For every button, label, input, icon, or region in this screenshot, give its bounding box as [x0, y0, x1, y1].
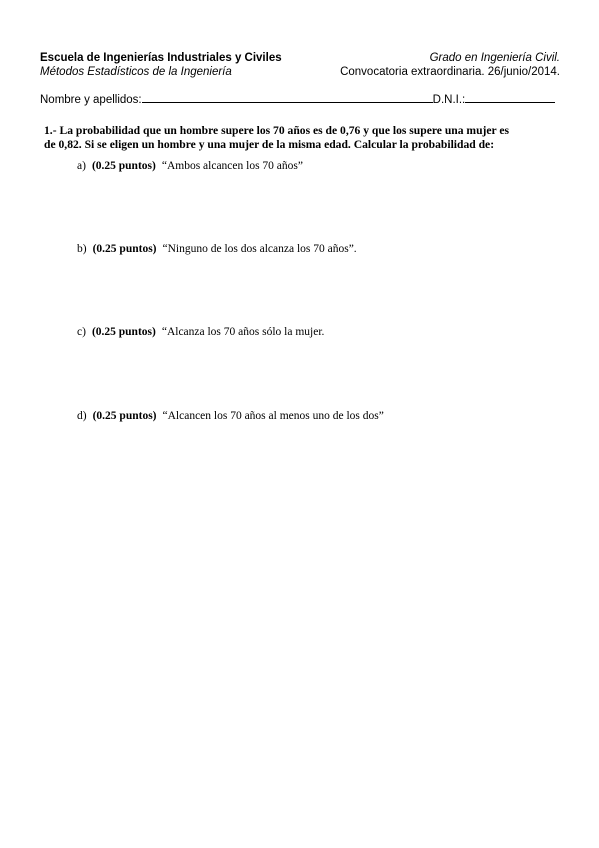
student-info-line — [40, 92, 564, 107]
dni-label: D.N.I.: — [432, 94, 466, 106]
question-text-line-2 — [44, 138, 544, 152]
item-b — [77, 242, 357, 256]
school-name: Escuela de Ingenierías Industriales y Civiles — [40, 52, 282, 64]
exam-session: Convocatoria extraordinaria. 26/junio/2014. — [340, 66, 560, 78]
item-letter: c) — [77, 326, 86, 338]
item-letter: d) — [77, 410, 87, 422]
subject-name: Métodos Estadísticos de la Ingeniería — [40, 66, 232, 78]
item-d — [77, 409, 384, 423]
question-1 — [44, 124, 544, 152]
question-number: 1.- — [44, 124, 57, 137]
item-points: (0.25 puntos) — [91, 326, 156, 338]
item-text: “Ambos alcancen los 70 años” — [161, 160, 303, 172]
dni-blank[interactable] — [465, 92, 555, 103]
item-letter: b) — [77, 243, 87, 255]
question-line-2: de 0,82. Si se eligen un hombre y una mujer de la misma edad. Calcular la probabilidad de: — [44, 138, 495, 151]
question-line-1: La probabilidad que un hombre supere los 70 años es de 0,76 y que los supere una mujer es — [59, 124, 510, 137]
item-points: (0.25 puntos) — [92, 410, 157, 422]
item-text: “Alcancen los 70 años al menos uno de los dos” — [162, 410, 384, 422]
name-blank[interactable] — [142, 92, 433, 103]
degree-name: Grado en Ingeniería Civil. — [429, 52, 560, 64]
item-points: (0.25 puntos) — [91, 160, 156, 172]
item-letter: a) — [77, 160, 86, 172]
item-text: “Alcanza los 70 años sólo la mujer. — [161, 326, 325, 338]
item-a — [77, 159, 303, 173]
item-text: “Ninguno de los dos alcanza los 70 años”. — [162, 243, 357, 255]
item-c — [77, 325, 324, 339]
question-text-line-1 — [44, 124, 544, 138]
name-label: Nombre y apellidos: — [40, 94, 142, 106]
item-points: (0.25 puntos) — [92, 243, 157, 255]
